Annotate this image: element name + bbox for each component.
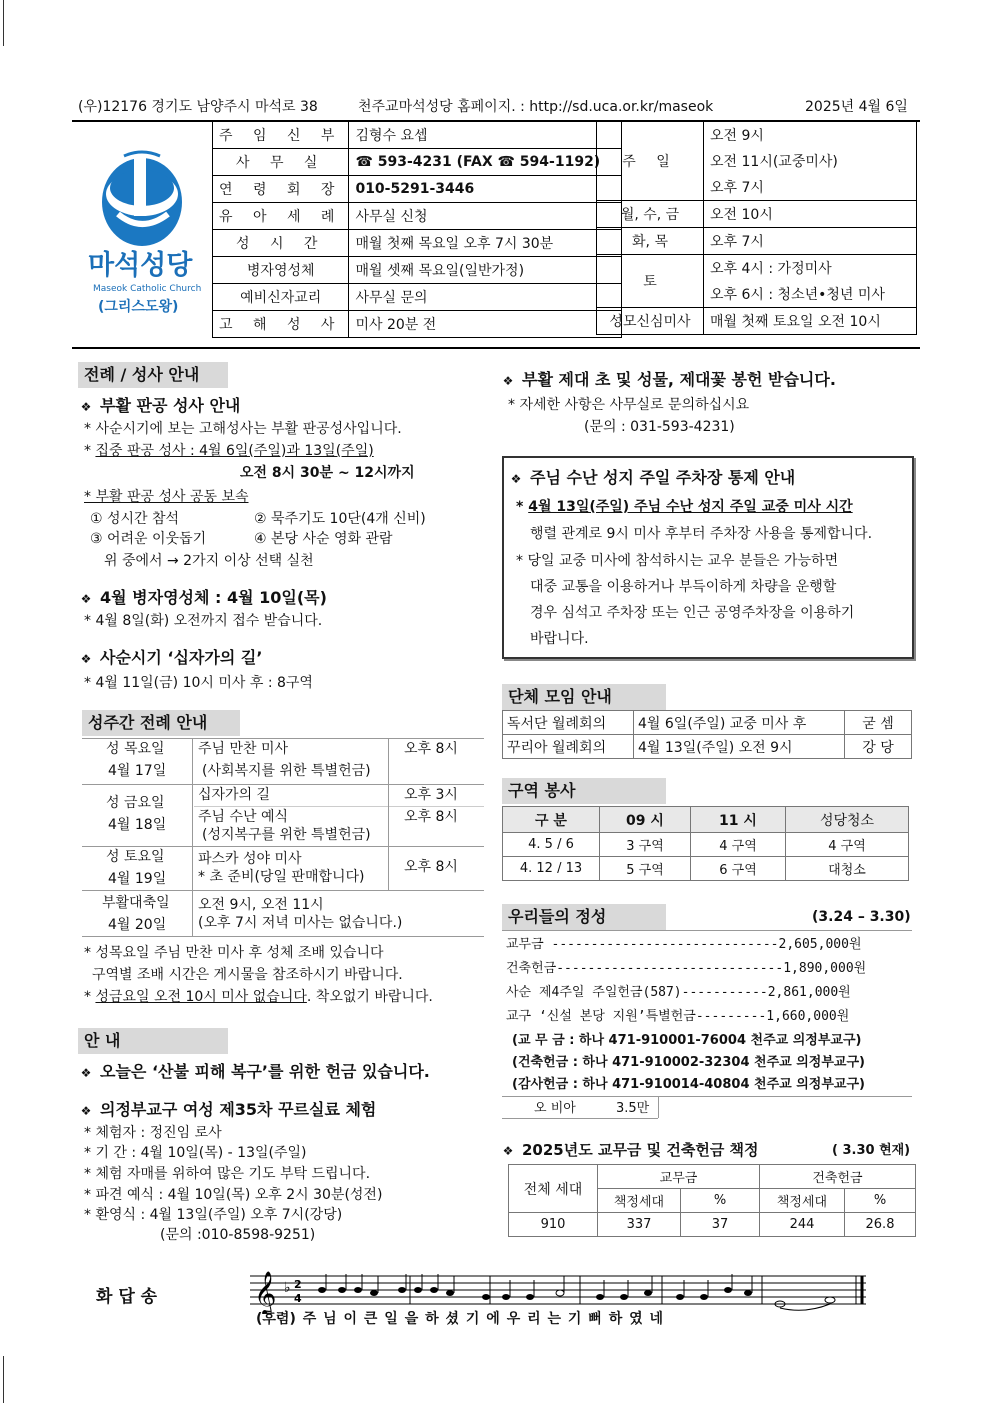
info-value: 미사 20분 전 bbox=[349, 311, 622, 338]
cursillo-line: * 파견 예식 : 4월 10일(목) 오후 2시 30분(성전) bbox=[84, 1187, 383, 1203]
offering-row bbox=[506, 1008, 849, 1026]
liturgy-header: 전례 / 성사 안내 bbox=[78, 362, 228, 388]
psalm-lyrics: (후렴) 주 님 이 큰 일 을 하 셨 기 에 우 리 는 기 뻐 하 였 네 bbox=[256, 1311, 664, 1327]
offering-label: 사순 제4주일 주일헌금(587) bbox=[506, 985, 682, 1000]
holy-saturday-date: 4월 19일 bbox=[108, 871, 167, 887]
info-label: 병자영성체 bbox=[213, 257, 349, 284]
good-friday-day: 성 금요일 bbox=[106, 795, 165, 811]
good-friday-event: 십자가의 길 bbox=[198, 787, 271, 803]
offering-row bbox=[506, 960, 866, 978]
info-label: 연 령 회 장 bbox=[213, 176, 349, 203]
saturday-time: 오후 6시 : 청소년•청년 미사 bbox=[704, 281, 917, 308]
offering-row bbox=[506, 936, 862, 954]
donation-notice-text: 오늘은 ‘산불 피해 복구’를 위한 헌금 있습니다. bbox=[100, 1062, 430, 1081]
district-cell: 4. 5 / 6 bbox=[503, 833, 600, 857]
penance-title: * 부활 판공 성사 공동 보속 bbox=[84, 489, 249, 505]
sunday-time: 오전 9시 bbox=[704, 122, 917, 149]
bullet: * bbox=[516, 499, 529, 515]
quota-tithe-pct: 37 bbox=[681, 1213, 760, 1237]
info-label: 성 시 간 bbox=[213, 230, 349, 257]
offering-label: 교구 ‘신설 본당 지원’특별헌금 bbox=[506, 1009, 696, 1024]
holy-thursday-date: 4월 17일 bbox=[108, 763, 167, 779]
cursillo-line: * 환영식 : 4월 13일(주일) 오후 7시(강당) bbox=[84, 1207, 343, 1223]
donation-notice bbox=[80, 1062, 430, 1083]
offering-row bbox=[506, 984, 851, 1002]
offerings-header: 우리들의 정성 bbox=[502, 904, 666, 930]
penance-item: ③ 어려운 이웃돕기 bbox=[90, 531, 207, 547]
thanks-name: 오 비아 bbox=[534, 1101, 576, 1116]
diamond-icon: ❖ bbox=[80, 400, 92, 414]
holy-saturday-sub: * 초 준비(당일 판매합니다) bbox=[198, 869, 365, 885]
thanks-bottom-rule bbox=[502, 1118, 658, 1119]
info-value: 김형수 요셉 bbox=[349, 122, 622, 149]
quota-build-pct: 26.8 bbox=[845, 1213, 916, 1237]
offering-dashes: --------- bbox=[695, 1009, 767, 1024]
info-value: 사무실 신청 bbox=[349, 203, 622, 230]
info-value: ☎ 593-4231 (FAX ☎ 594-1192) bbox=[349, 149, 622, 176]
quota-set-header: 책정세대 bbox=[598, 1189, 681, 1213]
easter-offering-text: 부활 제대 초 및 성물, 제대꽃 봉헌 받습니다. bbox=[522, 370, 836, 389]
stations-note: * 4월 11일(금) 10시 미사 후 : 8구역 bbox=[84, 675, 313, 691]
group-name: 독서단 월례회의 bbox=[503, 711, 634, 735]
holy-week-note1: * 성목요일 주님 만찬 미사 후 성체 조배 있습니다 bbox=[84, 945, 384, 961]
offering-dashes: ----------------------------- bbox=[551, 937, 779, 952]
sick-communion-title bbox=[80, 588, 327, 609]
header-address: (우)12176 경기도 남양주시 마석로 38 bbox=[78, 99, 318, 115]
info-value: 사무실 문의 bbox=[349, 284, 622, 311]
easter-offering-note: * 자세한 사항은 사무실로 문의하십시요 bbox=[508, 397, 750, 413]
sunday-time: 오후 7시 bbox=[704, 174, 917, 201]
thanks-amount: 3.5만 bbox=[616, 1101, 650, 1116]
good-friday-time: 오후 3시 bbox=[404, 787, 458, 803]
quota-total-header: 전체 세대 bbox=[509, 1165, 598, 1213]
svg-text:♭: ♭ bbox=[284, 1280, 291, 1296]
group-name: 꾸리아 월례회의 bbox=[503, 735, 634, 759]
holy-saturday-event: 파스카 성야 미사 bbox=[198, 851, 302, 867]
cursillo-line: * 체험 자매를 위하여 많은 기도 부탁 드립니다. bbox=[84, 1166, 371, 1182]
notice-header: 안 내 bbox=[78, 1028, 228, 1054]
mon-wed-fri-label: 월, 수, 금 bbox=[597, 201, 704, 228]
tue-thu-time: 오후 7시 bbox=[704, 228, 917, 255]
info-value: 매월 첫째 목요일 오후 7시 30분 bbox=[349, 230, 622, 257]
quota-set-header: 책정세대 bbox=[760, 1189, 845, 1213]
marian-time: 매월 첫째 토요일 오전 10시 bbox=[704, 308, 917, 335]
cursillo-line: * 기 간 : 4월 10일(목) - 13일(주일) bbox=[84, 1145, 307, 1161]
good-friday-sub2: (성지복구를 위한 특별헌금) bbox=[202, 827, 371, 843]
quota-total: 910 bbox=[509, 1213, 598, 1237]
holy-week-note3 bbox=[84, 988, 433, 1006]
info-label: 예비신자교리 bbox=[213, 284, 349, 311]
penance-rule: 위 중에서 → 2가지 이상 선택 실천 bbox=[104, 553, 314, 569]
penance-item: ② 묵주기도 10단(4개 신비) bbox=[254, 511, 426, 527]
diamond-icon: ❖ bbox=[502, 1144, 514, 1158]
sick-communion-note: * 4월 8일(화) 오전까지 접수 받습니다. bbox=[84, 613, 323, 629]
holy-thursday-sub: (사회복지를 위한 특별헌금) bbox=[202, 763, 371, 779]
district-cell: 4 구역 bbox=[691, 833, 786, 857]
mon-wed-fri-time: 오전 10시 bbox=[704, 201, 917, 228]
offering-amount: 1,660,000원 bbox=[766, 1009, 850, 1024]
holy-thursday-event: 주님 만찬 미사 bbox=[198, 741, 289, 757]
diamond-icon: ❖ bbox=[502, 374, 514, 388]
account-line: (교 무 금 : 하나 471-910001-76004 천주교 의정부교구) bbox=[512, 1033, 862, 1048]
diamond-icon: ❖ bbox=[510, 472, 522, 486]
parking-line4: 대중 교통을 이용하거나 부득이하게 차량을 운행할 bbox=[530, 579, 837, 595]
quota-tithe-set: 337 bbox=[598, 1213, 681, 1237]
parking-line2: 행렬 관계로 9시 미사 후부터 주차장 사용을 통제합니다. bbox=[530, 526, 873, 542]
holy-week-note3-suffix: . 착오없기 바랍니다. bbox=[306, 989, 433, 1005]
parking-title-text: 주님 수난 성지 주일 주차장 통제 안내 bbox=[530, 468, 796, 487]
parking-line1-text: 4월 13일(주일) 주님 수난 성지 주일 교중 미사 시간 bbox=[528, 499, 853, 515]
group-when: 4월 6일(주일) 교중 미사 후 bbox=[634, 711, 845, 735]
confession-title bbox=[80, 396, 240, 417]
confession-dates bbox=[84, 442, 374, 460]
parking-line1 bbox=[516, 498, 853, 516]
sunday-time: 오전 11시(교중미사) bbox=[704, 148, 917, 174]
parking-line6: 바랍니다. bbox=[530, 631, 589, 647]
info-bottom-rule bbox=[72, 347, 920, 349]
holy-saturday-time: 오후 8시 bbox=[404, 859, 458, 875]
quota-title bbox=[502, 1140, 759, 1161]
confession-note: * 사순시기에 보는 고해성사는 부활 판공성사입니다. bbox=[84, 421, 402, 437]
parking-line5: 경우 심석고 주차장 또는 인근 공영주차장을 이용하기 bbox=[530, 605, 855, 621]
crop-mark bbox=[3, 1356, 4, 1403]
svg-text:2: 2 bbox=[294, 1278, 302, 1291]
header-date: 2025년 4월 6일 bbox=[805, 99, 908, 115]
logo-name: 마석성당 bbox=[88, 250, 193, 281]
cursillo-contact: (문의 :010-8598-9251) bbox=[160, 1227, 316, 1243]
quota-title-text: 2025년도 교무금 및 건축헌금 책정 bbox=[522, 1141, 759, 1159]
district-cell: 4 구역 bbox=[786, 833, 909, 857]
district-cell: 3 구역 bbox=[600, 833, 691, 857]
holy-saturday-day: 성 토요일 bbox=[106, 849, 165, 865]
account-line: (감사헌금 : 하나 471-910014-40804 천주교 의정부교구) bbox=[512, 1077, 865, 1092]
svg-text:4: 4 bbox=[294, 1292, 302, 1305]
logo-english: Maseok Catholic Church bbox=[93, 284, 202, 294]
crop-mark bbox=[3, 0, 4, 46]
diamond-icon: ❖ bbox=[80, 1104, 92, 1118]
confession-title-text: 부활 판공 성사 안내 bbox=[100, 396, 241, 415]
easter-sunday-sub: (오후 7시 저녁 미사는 없습니다.) bbox=[198, 915, 403, 931]
diamond-icon: ❖ bbox=[80, 1066, 92, 1080]
offerings-period: (3.24 – 3.30) bbox=[812, 909, 911, 925]
offering-amount: 2,861,000원 bbox=[767, 985, 851, 1000]
info-value: 010-5291-3446 bbox=[349, 176, 622, 203]
district-header-cell: 성당청소 bbox=[786, 807, 909, 833]
easter-sunday-day: 부활대축일 bbox=[102, 895, 170, 911]
info-value: 매월 셋째 목요일(일반가정) bbox=[349, 257, 622, 284]
info-label: 고 해 성 사 bbox=[213, 311, 349, 338]
marian-label: 성모신심미사 bbox=[597, 308, 704, 335]
offering-amount: 1,890,000원 bbox=[783, 961, 867, 976]
quota-build-header: 건축헌금 bbox=[760, 1165, 916, 1189]
parking-notice-box bbox=[502, 456, 914, 659]
sick-title-text: 4월 병자영성체 : 4월 10일(목) bbox=[100, 588, 327, 607]
quota-pct-header: % bbox=[681, 1189, 760, 1213]
offering-amount: 2,605,000원 bbox=[778, 937, 862, 952]
quota-tithe-header: 교무금 bbox=[598, 1165, 760, 1189]
district-header-cell: 09 시 bbox=[600, 807, 691, 833]
info-label: 주 임 신 부 bbox=[213, 122, 349, 149]
sunday-label: 주 일 bbox=[597, 122, 704, 201]
logo-motto: (그리스도왕) bbox=[98, 299, 179, 315]
easter-sunday-date: 4월 20일 bbox=[108, 917, 167, 933]
district-cell: 4. 12 / 13 bbox=[503, 857, 600, 881]
church-logo-icon bbox=[96, 150, 192, 250]
groups-table bbox=[502, 710, 912, 759]
groups-header: 단체 모임 안내 bbox=[502, 684, 666, 710]
psalm-label: 화 답 송 bbox=[96, 1287, 158, 1307]
thanks-rule bbox=[502, 1096, 912, 1097]
easter-offering-title bbox=[502, 370, 836, 391]
district-cell: 대청소 bbox=[786, 857, 909, 881]
svg-text:𝄞: 𝄞 bbox=[254, 1271, 277, 1314]
church-logo bbox=[96, 150, 192, 250]
stations-title-text: 사순시기 ‘십자가의 길’ bbox=[100, 648, 263, 667]
district-cell: 6 구역 bbox=[691, 857, 786, 881]
district-cell: 5 구역 bbox=[600, 857, 691, 881]
parish-info-table bbox=[212, 121, 622, 338]
offering-dashes: ----------- bbox=[681, 985, 768, 1000]
holy-week-table bbox=[82, 738, 484, 938]
tue-thu-label: 화, 목 bbox=[597, 228, 704, 255]
group-where: 강 당 bbox=[845, 735, 912, 759]
quota-asof: ( 3.30 현재) bbox=[832, 1143, 911, 1158]
bullet: * bbox=[84, 989, 96, 1005]
info-label: 사 무 실 bbox=[213, 149, 349, 176]
parking-line3: * 당일 교중 미사에 참석하시는 교우 분들은 가능하면 bbox=[516, 553, 839, 569]
district-header: 구역 봉사 bbox=[502, 778, 666, 804]
penance-item: ④ 본당 사순 영화 관람 bbox=[254, 531, 393, 547]
cursillo-title bbox=[80, 1100, 376, 1121]
holy-week-header: 성주간 전례 안내 bbox=[82, 710, 240, 736]
good-friday-time2: 오후 8시 bbox=[404, 809, 458, 825]
saturday-time: 오후 4시 : 가정미사 bbox=[704, 255, 917, 282]
quota-table bbox=[508, 1164, 916, 1237]
holy-thursday-time: 오후 8시 bbox=[404, 741, 458, 757]
cursillo-line: * 체험자 : 정진임 로사 bbox=[84, 1125, 222, 1141]
holy-thursday-day: 성 목요일 bbox=[106, 741, 165, 757]
penance-item: ① 성시간 참석 bbox=[90, 511, 180, 527]
diamond-icon: ❖ bbox=[80, 652, 92, 666]
offering-label: 교무금 bbox=[506, 937, 552, 952]
mass-times-table bbox=[596, 121, 917, 335]
bullet: * bbox=[84, 443, 96, 459]
group-where: 굳 셈 bbox=[845, 711, 912, 735]
district-header-cell: 11 시 bbox=[691, 807, 786, 833]
district-header-cell: 구 분 bbox=[503, 807, 600, 833]
quota-build-set: 244 bbox=[760, 1213, 845, 1237]
music-staff bbox=[250, 1270, 870, 1314]
offering-dashes: ----------------------------- bbox=[556, 961, 784, 976]
cursillo-title-text: 의정부교구 여성 제35차 꾸르실료 체험 bbox=[100, 1100, 377, 1119]
stations-title bbox=[80, 648, 262, 669]
offerings-rule bbox=[502, 930, 912, 931]
thanks-divider bbox=[658, 1096, 659, 1118]
district-table bbox=[502, 806, 909, 881]
holy-week-note3-underlined: 성금요일 오전 10시 미사 없습니다 bbox=[95, 989, 307, 1005]
info-label: 유 아 세 례 bbox=[213, 203, 349, 230]
account-line: (건축헌금 : 하나 471-910002-32304 천주교 의정부교구) bbox=[512, 1055, 865, 1070]
diamond-icon: ❖ bbox=[80, 592, 92, 606]
parking-title bbox=[510, 468, 795, 489]
header-homepage[interactable]: 천주교마석성당 홈페이지. : http://sd.uca.or.kr/maseok bbox=[358, 99, 714, 115]
offering-label: 건축헌금 bbox=[506, 961, 557, 976]
holy-week-note2: 구역별 조배 시간은 게시물을 참조하시기 바랍니다. bbox=[92, 967, 403, 983]
easter-offering-contact: (문의 : 031-593-4231) bbox=[584, 419, 735, 435]
good-friday-date: 4월 18일 bbox=[108, 817, 167, 833]
saturday-label: 토 bbox=[597, 255, 704, 308]
confession-dates-text: 집중 판공 성사 : 4월 6일(주일)과 13일(주일) bbox=[95, 443, 374, 459]
quota-pct-header: % bbox=[845, 1189, 916, 1213]
good-friday-event2: 주님 수난 예식 bbox=[198, 809, 289, 825]
group-when: 4월 13일(주일) 오전 9시 bbox=[634, 735, 845, 759]
confession-time: 오전 8시 30분 ~ 12시까지 bbox=[240, 465, 415, 481]
music-notation-icon bbox=[250, 1270, 870, 1314]
easter-sunday-event: 오전 9시, 오전 11시 bbox=[198, 897, 324, 913]
